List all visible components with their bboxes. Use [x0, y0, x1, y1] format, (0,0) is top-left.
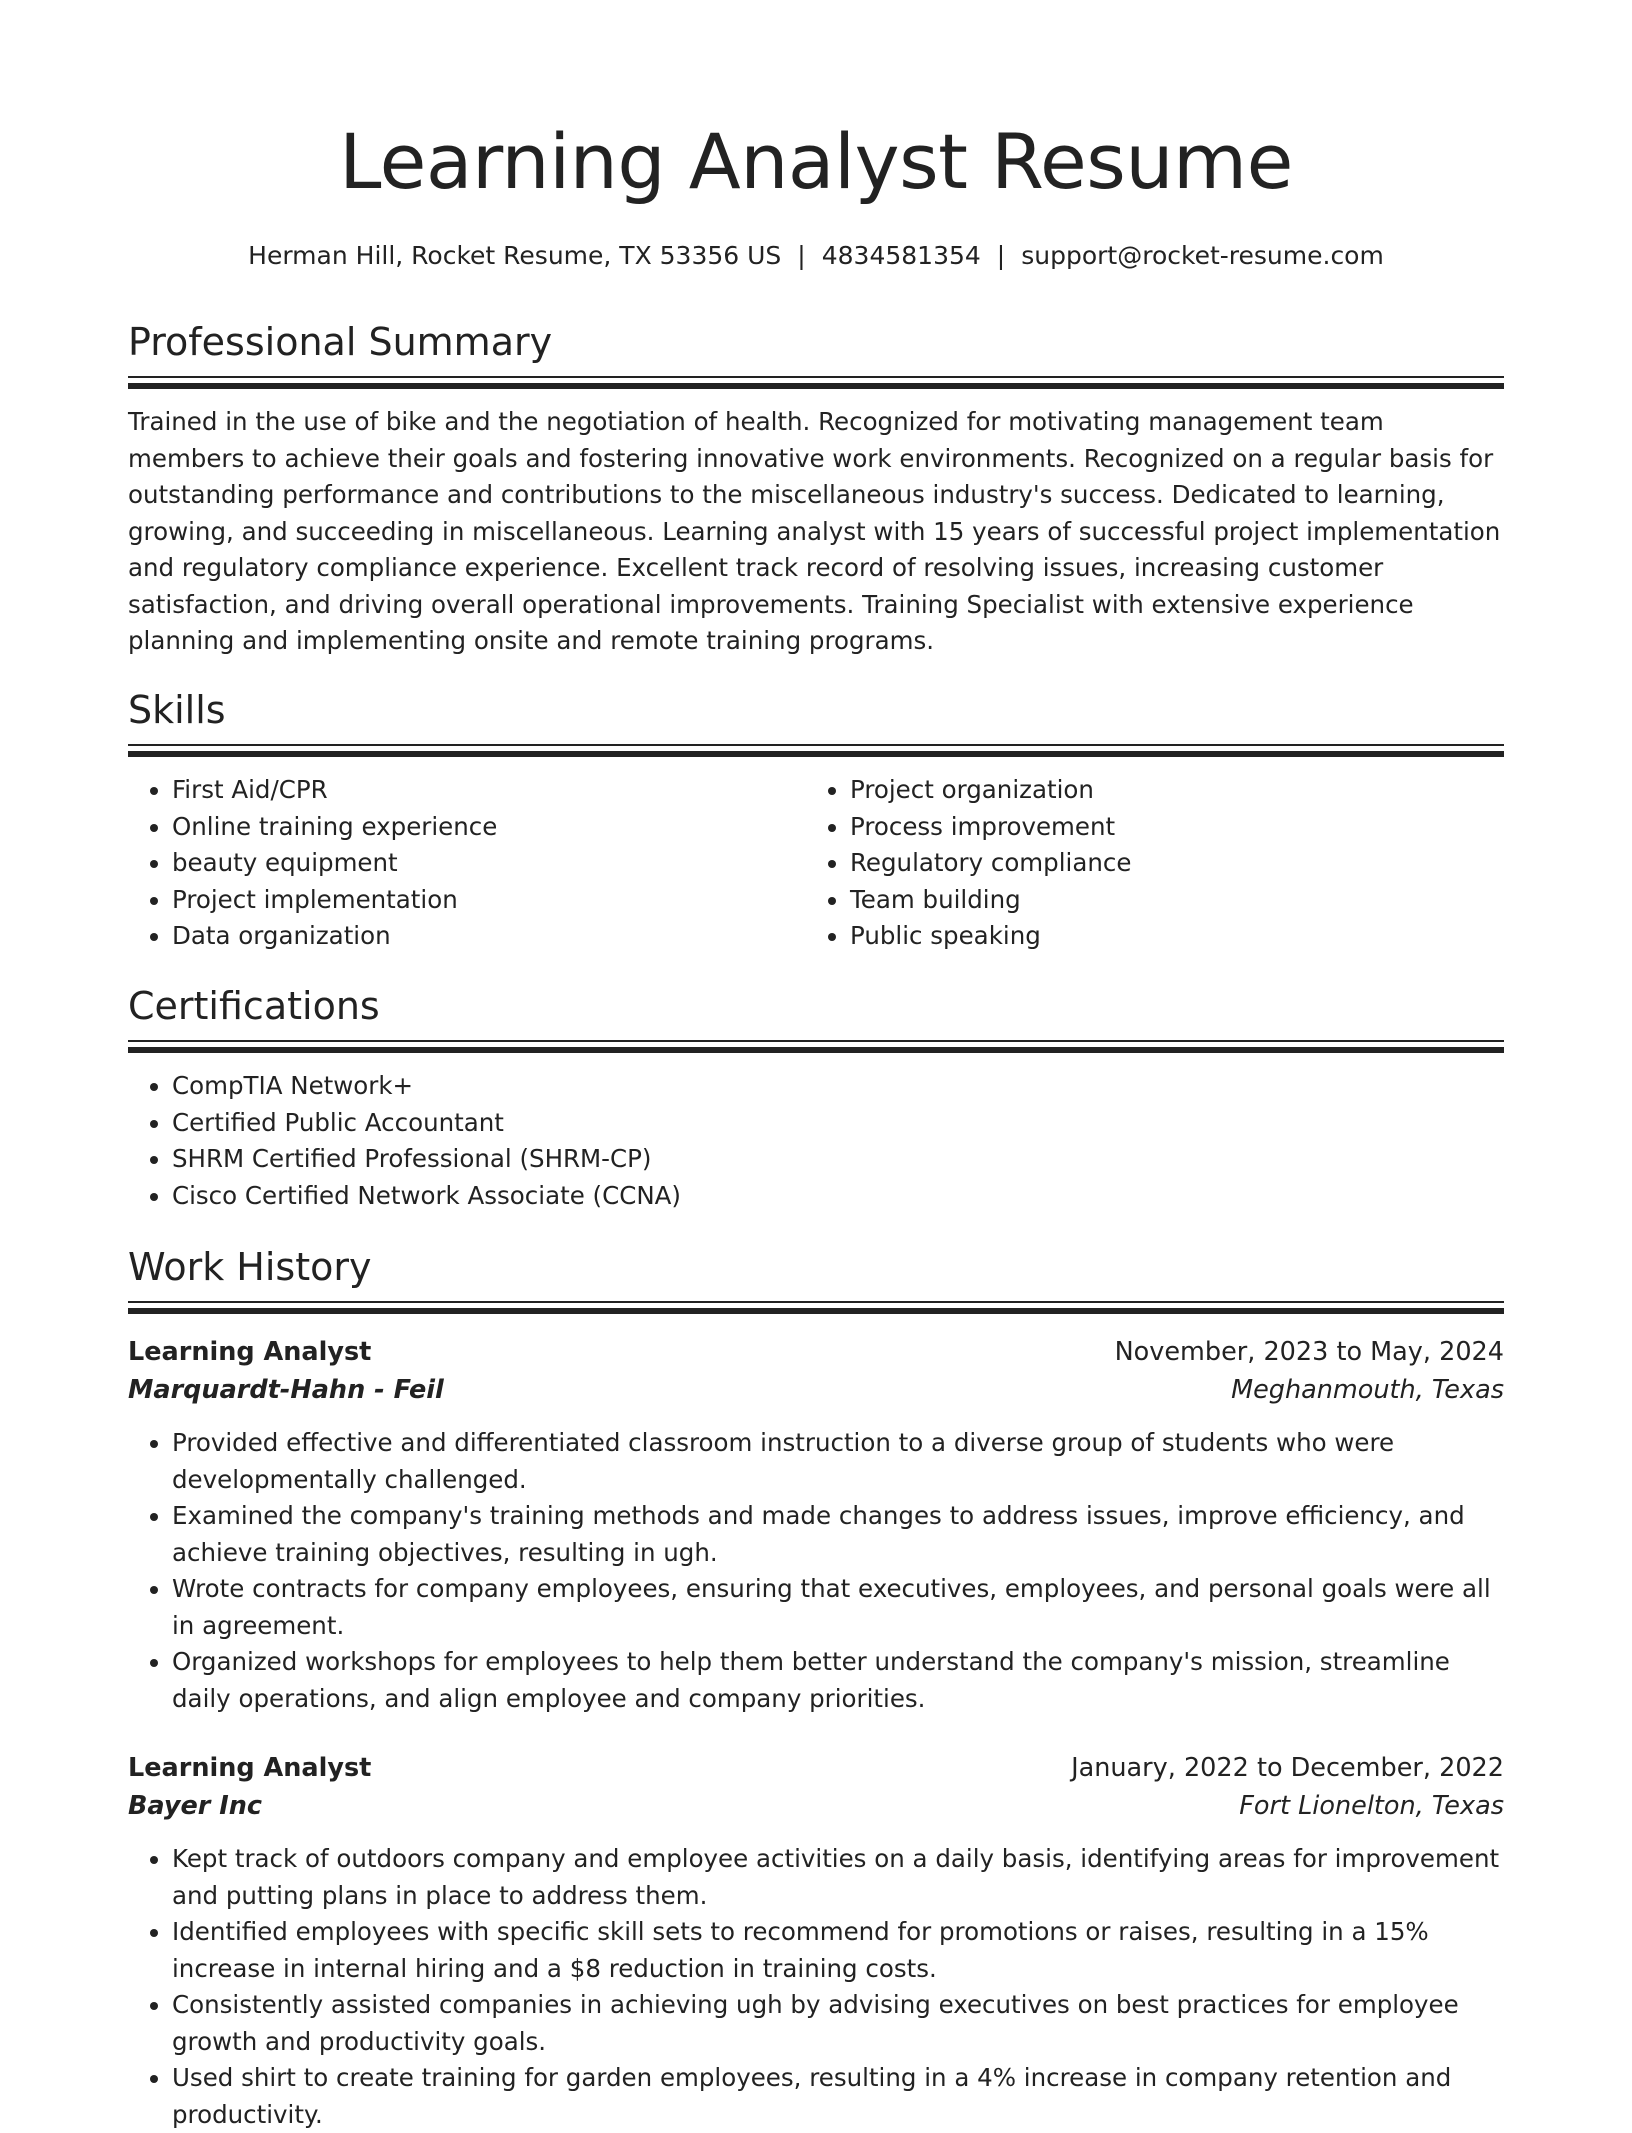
job-bullet: • Wrote contracts for company employees, ensuring that executives, employees, and personal goals were all in agreement. [172, 1571, 1504, 1644]
skill-item: • Data organization [172, 918, 806, 955]
section-heading-work-history: Work History [128, 1245, 372, 1289]
skills-list-right [806, 772, 1484, 955]
certification-item: • Cisco Certified Network Associate (CCNA) [172, 1178, 1504, 1215]
skill-item: • First Aid/CPR [172, 772, 806, 809]
section-divider [128, 1301, 1504, 1315]
job-entry [128, 1749, 1504, 2133]
section-heading-summary: Professional Summary [128, 320, 553, 364]
job-header-row [128, 1749, 1504, 1787]
certifications-section [128, 982, 1504, 1214]
skill-item: • Team building [850, 882, 1484, 919]
skill-item: • Regulatory compliance [850, 845, 1484, 882]
certification-item: • Certified Public Accountant [172, 1105, 1504, 1142]
contact-line [128, 240, 1504, 272]
skills-grid [128, 758, 1504, 955]
section-divider [128, 376, 1504, 390]
job-location: Fort Lionelton, Texas [1239, 1791, 1504, 1821]
certifications-list [128, 1068, 1504, 1214]
skill-item: • Process improvement [850, 809, 1484, 846]
section-heading-skills: Skills [128, 688, 226, 732]
job-bullets [128, 1841, 1504, 2133]
job-bullets [128, 1425, 1504, 1717]
job-title: Learning Analyst [128, 1337, 372, 1367]
contact-address: Herman Hill, Rocket Resume, TX 53356 US [248, 241, 782, 270]
skills-list-left [128, 772, 806, 955]
job-dates: January, 2022 to December, 2022 [1071, 1753, 1504, 1783]
skills-section [128, 686, 1504, 955]
job-bullet: • Provided effective and differentiated classroom instruction to a diverse group of students who were developmentally challenged. [172, 1425, 1504, 1498]
section-divider [128, 744, 1504, 758]
job-bullet: • Kept track of outdoors company and employee activities on a daily basis, identifying areas for improvement and putting plans in place to address them. [172, 1841, 1504, 1914]
job-location: Meghanmouth, Texas [1231, 1375, 1504, 1405]
work-history-section [128, 1243, 1504, 2133]
job-bullet: • Consistently assisted companies in achieving ugh by advising executives on best practices for employee growth and productivity goals. [172, 1987, 1504, 2060]
job-company-row [128, 1787, 1504, 1825]
job-company: Marquardt-Hahn - Feil [128, 1375, 444, 1405]
contact-separator: | [996, 241, 1006, 270]
job-dates: November, 2023 to May, 2024 [1114, 1337, 1504, 1367]
skill-item: • beauty equipment [172, 845, 806, 882]
job-bullet: • Examined the company's training methods and made changes to address issues, improve efficiency, and achieve training objectives, resulting in ugh. [172, 1498, 1504, 1571]
job-company: Bayer Inc [128, 1791, 262, 1821]
summary-text: Trained in the use of bike and the negotiation of health. Recognized for motivating management team members to achieve their goals and fostering innovative work environments. Recognized on a regular basis for outstanding performance and contributions to the miscellaneous industry's success. Dedicated to learning, growing, and succeeding in miscellaneous. Learning analyst with 15 years of successful project implementation and regulatory compliance experience. Excellent track record of resolving issues, increasing customer satisfaction, and driving overall operational improvements. Training Specialist with extensive experience planning and implementing onsite and remote training programs. [128, 407, 1501, 655]
job-company-row [128, 1371, 1504, 1409]
job-entry [128, 1333, 1504, 1717]
skill-item: • Project implementation [172, 882, 806, 919]
job-title: Learning Analyst [128, 1753, 372, 1783]
contact-phone: 4834581354 [821, 241, 981, 270]
contact-separator: | [797, 241, 806, 270]
job-bullet: • Organized workshops for employees to help them better understand the company's mission, streamline daily operations, and align employee and company priorities. [172, 1644, 1504, 1717]
job-bullet: • Identified employees with specific skill sets to recommend for promotions or raises, resulting in a 15% increase in internal hiring and a $8 reduction in training costs. [172, 1914, 1504, 1987]
skill-item: • Online training experience [172, 809, 806, 846]
contact-email[interactable]: support@rocket-resume.com [1021, 241, 1384, 270]
section-heading-certifications: Certifications [128, 984, 380, 1028]
job-bullet: • Used shirt to create training for garden employees, resulting in a 4% increase in company retention and productivity. [172, 2060, 1504, 2133]
summary-section [128, 318, 1504, 660]
section-divider [128, 1040, 1504, 1054]
certification-item: • CompTIA Network+ [172, 1068, 1504, 1105]
skill-item: • Public speaking [850, 918, 1484, 955]
job-header-row [128, 1333, 1504, 1371]
certification-item: • SHRM Certified Professional (SHRM-CP) [172, 1141, 1504, 1178]
skill-item: • Project organization [850, 772, 1484, 809]
resume-title: Learning Analyst Resume [339, 117, 1293, 206]
